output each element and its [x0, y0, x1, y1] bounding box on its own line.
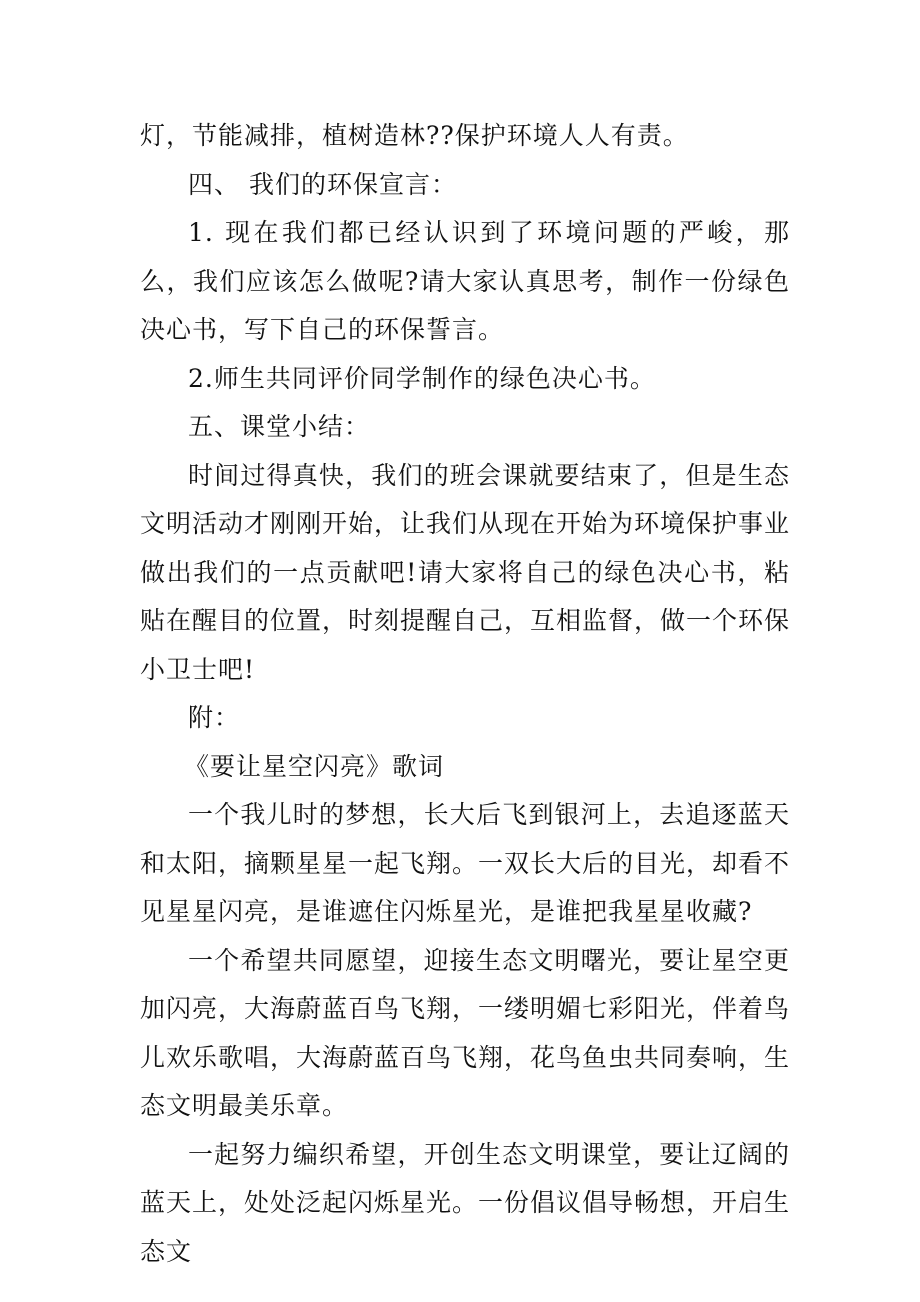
- paragraph-item-2: 2.师生共同评价同学制作的绿色决心书。: [188, 363, 656, 393]
- lyrics-verse-1: 一个我儿时的梦想，长大后飞到银河上，去追逐蓝天和太阳，摘颗星星一起飞翔。一双长大后的目光，却看不见星星闪亮，是谁遮住闪烁星光，是谁把我星星收藏?: [140, 800, 791, 926]
- section-heading-five: 五、课堂小结：: [188, 412, 371, 441]
- lyrics-verse-3: 一起努力编织希望，开创生态文明课堂，要让辽阔的蓝天上，处处泛起闪烁星光。一份倡议倡导畅想，开启生态文: [140, 1139, 791, 1266]
- appendix-label: 附：: [188, 703, 241, 732]
- lyrics-verse-2: 一个希望共同愿望，迎接生态文明曙光，要让星空更加闪亮，大海蔚蓝百鸟飞翔，一缕明媚七彩阳光，伴着鸟儿欢乐歌唱，大海蔚蓝百鸟飞翔，花鸟鱼虫共同奏响，生态文明最美乐章。: [140, 945, 791, 1120]
- paragraph-1: 灯，节能减排，植树造林??保护环境人人有责。: [140, 121, 689, 150]
- paragraph-item-1: 1. 现在我们都已经认识到了环境问题的严峻，那么，我们应该怎么做呢?请大家认真思考，制作一份绿色决心书，写下自己的环保誓言。: [140, 218, 790, 344]
- section-heading-four: 四、 我们的环保宣言：: [188, 169, 457, 199]
- song-title: 《要让星空闪亮》歌词: [184, 751, 445, 781]
- document-body: [140, 112, 790, 1276]
- paragraph-summary: 时间过得真快，我们的班会课就要结束了，但是生态文明活动才刚刚开始，让我们从现在开始为环境保护事业做出我们的一点贡献吧!请大家将自己的绿色决心书，粘贴在醒目的位置，时刻提醒自己，互相监督，做一个环保小卫士吧!: [140, 460, 791, 684]
